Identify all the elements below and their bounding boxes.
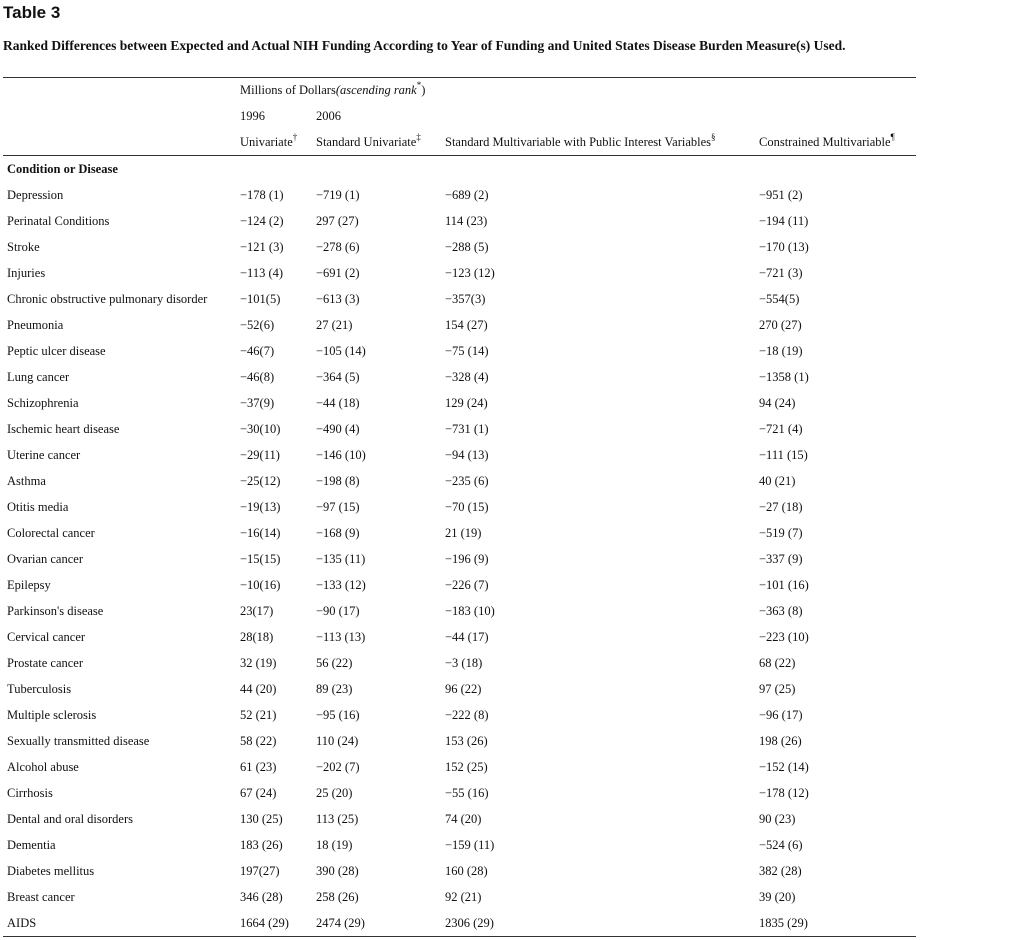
cell-condition: Ovarian cancer <box>7 552 83 566</box>
cell-condition: Dementia <box>7 838 56 852</box>
cell-univariate-1996: 28(18) <box>240 630 274 644</box>
cell-condition: Dental and oral disorders <box>7 812 134 826</box>
cell-constrained-multivariable: 90 (23) <box>759 812 796 826</box>
cell-univariate-1996: 197(27) <box>240 864 280 878</box>
cell-univariate-1996: −46(8) <box>240 370 275 384</box>
cell-standard-multivariable: −75 (14) <box>445 344 489 358</box>
cell-standard-multivariable: −55 (16) <box>445 786 489 800</box>
cell-standard-univariate: 56 (22) <box>316 656 353 670</box>
cell-standard-univariate: −90 (17) <box>316 604 360 618</box>
cell-condition: Parkinson's disease <box>7 604 104 618</box>
cell-standard-univariate: −168 (9) <box>316 526 360 540</box>
cell-univariate-1996: 58 (22) <box>240 734 277 748</box>
cell-standard-univariate: −198 (8) <box>316 474 360 488</box>
cell-univariate-1996: 183 (26) <box>240 838 283 852</box>
cell-standard-univariate: 27 (21) <box>316 318 353 332</box>
cell-standard-multivariable: 160 (28) <box>445 864 488 878</box>
cell-univariate-1996: −37(9) <box>240 396 275 410</box>
cell-constrained-multivariable: −363 (8) <box>759 604 803 618</box>
cell-standard-univariate: 113 (25) <box>316 812 359 826</box>
cell-standard-multivariable: 96 (22) <box>445 682 482 696</box>
cell-univariate-1996: −16(14) <box>240 526 281 540</box>
cell-constrained-multivariable: −554(5) <box>759 292 800 306</box>
cell-standard-univariate: 390 (28) <box>316 864 359 878</box>
cell-condition: Uterine cancer <box>7 448 81 462</box>
cell-standard-univariate: −490 (4) <box>316 422 360 436</box>
footnote-mark: † <box>292 131 298 142</box>
cell-univariate-1996: 346 (28) <box>240 890 283 904</box>
cell-condition: Depression <box>7 188 64 202</box>
cell-univariate-1996: −121 (3) <box>240 240 284 254</box>
cell-standard-multivariable: 21 (19) <box>445 526 482 540</box>
cell-standard-univariate: −278 (6) <box>316 240 360 254</box>
cell-standard-univariate: 258 (26) <box>316 890 359 904</box>
cell-univariate-1996: 52 (21) <box>240 708 277 722</box>
cell-standard-multivariable: 92 (21) <box>445 890 482 904</box>
cell-condition: Otitis media <box>7 500 69 514</box>
cell-univariate-1996: −25(12) <box>240 474 281 488</box>
cell-standard-univariate: −364 (5) <box>316 370 360 384</box>
cell-standard-univariate: 25 (20) <box>316 786 353 800</box>
cell-univariate-1996: 23(17) <box>240 604 274 618</box>
cell-constrained-multivariable: 94 (24) <box>759 396 796 410</box>
cell-univariate-1996: 67 (24) <box>240 786 277 800</box>
cell-constrained-multivariable: −27 (18) <box>759 500 803 514</box>
cell-constrained-multivariable: −721 (3) <box>759 266 803 280</box>
cell-standard-multivariable: −731 (1) <box>445 422 489 436</box>
cell-condition: Epilepsy <box>7 578 51 592</box>
cell-standard-multivariable: 74 (20) <box>445 812 482 826</box>
table-label: Table 3 <box>3 3 61 22</box>
footnote-mark: ¶ <box>890 131 895 142</box>
cell-condition: Schizophrenia <box>7 396 79 410</box>
cell-condition: Asthma <box>7 474 46 488</box>
cell-standard-univariate: −135 (11) <box>316 552 366 566</box>
cell-constrained-multivariable: −223 (10) <box>759 630 809 644</box>
cell-standard-multivariable: −3 (18) <box>445 656 483 670</box>
table-caption: Ranked Differences between Expected and Actual NIH Funding According to Year of Funding and United States Disease Burden Measure(s) Used. <box>3 38 846 53</box>
cell-standard-multivariable: −357(3) <box>445 292 486 306</box>
cell-condition: Sexually transmitted disease <box>7 734 150 748</box>
cell-standard-univariate: −113 (13) <box>316 630 366 644</box>
cell-constrained-multivariable: −178 (12) <box>759 786 809 800</box>
cell-constrained-multivariable: −337 (9) <box>759 552 803 566</box>
cell-standard-univariate: −133 (12) <box>316 578 366 592</box>
cell-standard-univariate: −95 (16) <box>316 708 360 722</box>
cell-constrained-multivariable: 198 (26) <box>759 734 802 748</box>
cell-condition: Colorectal cancer <box>7 526 95 540</box>
cell-standard-multivariable: −196 (9) <box>445 552 489 566</box>
row-header-condition: Condition or Disease <box>7 162 118 176</box>
units-note-close: ) <box>421 83 426 97</box>
cell-constrained-multivariable: 97 (25) <box>759 682 796 696</box>
cell-univariate-1996: 1664 (29) <box>240 916 289 930</box>
bottom-rule <box>3 936 916 937</box>
cell-standard-multivariable: −288 (5) <box>445 240 489 254</box>
cell-univariate-1996: −10(16) <box>240 578 281 592</box>
cell-univariate-1996: 61 (23) <box>240 760 277 774</box>
cell-condition: Injuries <box>7 266 46 280</box>
cell-univariate-1996: −113 (4) <box>240 266 284 280</box>
cell-standard-multivariable: 154 (27) <box>445 318 488 332</box>
cell-standard-univariate: −202 (7) <box>316 760 360 774</box>
cell-constrained-multivariable: 40 (21) <box>759 474 796 488</box>
cell-constrained-multivariable: 1835 (29) <box>759 916 808 930</box>
cell-constrained-multivariable: −721 (4) <box>759 422 803 436</box>
units-note: (ascending rank <box>335 83 417 97</box>
cell-constrained-multivariable: −951 (2) <box>759 188 803 202</box>
cell-condition: Multiple sclerosis <box>7 708 97 722</box>
cell-condition: Breast cancer <box>7 890 75 904</box>
cell-standard-multivariable: −689 (2) <box>445 188 489 202</box>
units-footnote-mark: * <box>416 79 422 90</box>
cell-standard-multivariable: 153 (26) <box>445 734 488 748</box>
year-1996: 1996 <box>240 109 265 123</box>
col-header-label: Univariate <box>240 135 293 149</box>
cell-standard-multivariable: −226 (7) <box>445 578 489 592</box>
cell-condition: Cirrhosis <box>7 786 53 800</box>
cell-standard-univariate: −719 (1) <box>316 188 360 202</box>
cell-standard-univariate: −613 (3) <box>316 292 360 306</box>
cell-condition: AIDS <box>7 916 37 930</box>
cell-univariate-1996: −29(11) <box>240 448 280 462</box>
cell-condition: Lung cancer <box>7 370 70 384</box>
cell-standard-univariate: 297 (27) <box>316 214 359 228</box>
cell-constrained-multivariable: −96 (17) <box>759 708 803 722</box>
col-header-label: Standard Univariate <box>316 135 417 149</box>
cell-condition: Cervical cancer <box>7 630 86 644</box>
cell-standard-multivariable: −44 (17) <box>445 630 489 644</box>
cell-condition: Chronic obstructive pulmonary disorder <box>7 292 208 306</box>
cell-constrained-multivariable: −170 (13) <box>759 240 809 254</box>
cell-standard-multivariable: −159 (11) <box>445 838 495 852</box>
cell-constrained-multivariable: −519 (7) <box>759 526 803 540</box>
cell-univariate-1996: −30(10) <box>240 422 281 436</box>
cell-standard-multivariable: 129 (24) <box>445 396 488 410</box>
cell-constrained-multivariable: −524 (6) <box>759 838 803 852</box>
cell-standard-univariate: −146 (10) <box>316 448 366 462</box>
col-header-label: Standard Multivariable with Public Interest Variables <box>445 135 712 149</box>
cell-univariate-1996: −52(6) <box>240 318 275 332</box>
cell-condition: Peptic ulcer disease <box>7 344 106 358</box>
cell-constrained-multivariable: −111 (15) <box>759 448 808 462</box>
cell-standard-multivariable: −183 (10) <box>445 604 495 618</box>
year-2006: 2006 <box>316 109 341 123</box>
cell-standard-univariate: 18 (19) <box>316 838 353 852</box>
cell-constrained-multivariable: −152 (14) <box>759 760 809 774</box>
cell-constrained-multivariable: 382 (28) <box>759 864 802 878</box>
cell-condition: Diabetes mellitus <box>7 864 95 878</box>
cell-constrained-multivariable: 270 (27) <box>759 318 802 332</box>
cell-standard-univariate: 89 (23) <box>316 682 353 696</box>
cell-standard-multivariable: 152 (25) <box>445 760 488 774</box>
footnote-mark: § <box>711 131 716 142</box>
cell-univariate-1996: −178 (1) <box>240 188 284 202</box>
cell-standard-univariate: −97 (15) <box>316 500 360 514</box>
cell-standard-multivariable: −235 (6) <box>445 474 489 488</box>
units-label: Millions of Dollars <box>240 83 336 97</box>
cell-standard-univariate: 2474 (29) <box>316 916 365 930</box>
cell-standard-univariate: −44 (18) <box>316 396 360 410</box>
cell-univariate-1996: 130 (25) <box>240 812 283 826</box>
cell-univariate-1996: −124 (2) <box>240 214 284 228</box>
cell-constrained-multivariable: 39 (20) <box>759 890 796 904</box>
cell-standard-multivariable: −222 (8) <box>445 708 489 722</box>
cell-univariate-1996: −101(5) <box>240 292 281 306</box>
cell-standard-multivariable: −70 (15) <box>445 500 489 514</box>
cell-standard-univariate: 110 (24) <box>316 734 359 748</box>
cell-condition: Stroke <box>7 240 40 254</box>
cell-univariate-1996: −19(13) <box>240 500 281 514</box>
cell-constrained-multivariable: −1358 (1) <box>759 370 809 384</box>
cell-constrained-multivariable: −194 (11) <box>759 214 809 228</box>
cell-condition: Pneumonia <box>7 318 64 332</box>
cell-univariate-1996: 32 (19) <box>240 656 277 670</box>
cell-univariate-1996: −15(15) <box>240 552 281 566</box>
footnote-mark: ‡ <box>416 131 421 142</box>
cell-constrained-multivariable: −101 (16) <box>759 578 809 592</box>
cell-condition: Ischemic heart disease <box>7 422 120 436</box>
cell-standard-univariate: −691 (2) <box>316 266 360 280</box>
cell-univariate-1996: 44 (20) <box>240 682 277 696</box>
col-header-label: Constrained Multivariable <box>759 135 891 149</box>
cell-condition: Tuberculosis <box>7 682 72 696</box>
cell-condition: Alcohol abuse <box>7 760 79 774</box>
cell-standard-multivariable: −123 (12) <box>445 266 495 280</box>
cell-constrained-multivariable: 68 (22) <box>759 656 796 670</box>
cell-condition: Prostate cancer <box>7 656 84 670</box>
cell-univariate-1996: −46(7) <box>240 344 275 358</box>
cell-standard-multivariable: −328 (4) <box>445 370 489 384</box>
cell-standard-univariate: −105 (14) <box>316 344 366 358</box>
cell-standard-multivariable: 114 (23) <box>445 214 488 228</box>
cell-standard-multivariable: 2306 (29) <box>445 916 494 930</box>
cell-constrained-multivariable: −18 (19) <box>759 344 803 358</box>
cell-condition: Perinatal Conditions <box>7 214 110 228</box>
cell-standard-multivariable: −94 (13) <box>445 448 489 462</box>
